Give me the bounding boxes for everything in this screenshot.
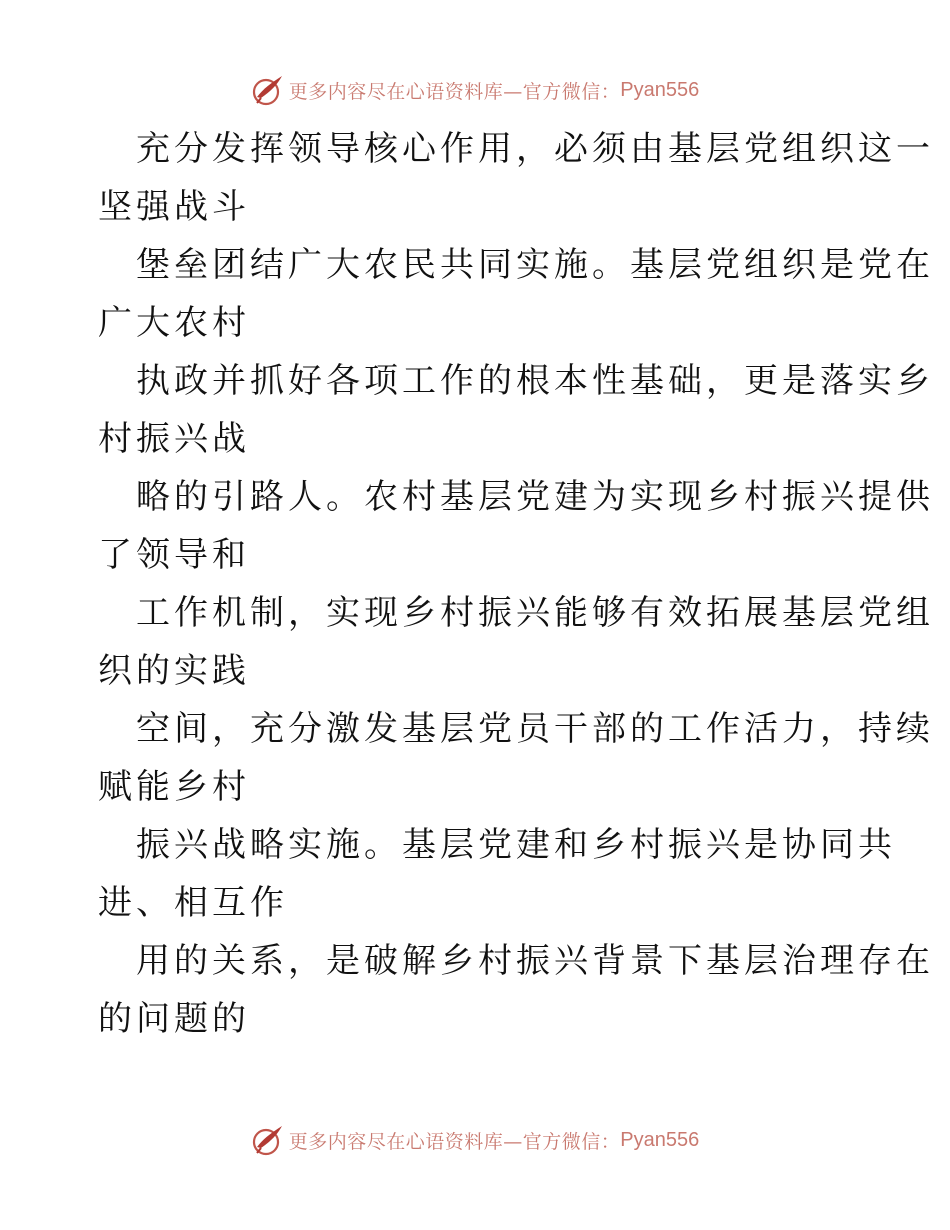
watermark-wechat-id: Pyan556 [620,1128,700,1151]
text-line: 执政并抓好各项工作的根本性基础，更是落实乡 [136,361,934,401]
text-line: 充分发挥领导核心作用，必须由基层党组织这一 [136,129,934,169]
header-watermark [0,70,950,110]
watermark-text: 更多内容尽在心语资料库—官方微信： [288,80,621,103]
text-line: 振兴战略实施。基层党建和乡村振兴是协同共 [136,825,896,865]
text-line: 的问题的 [98,999,250,1039]
watermark-text: 更多内容尽在心语资料库—官方微信： [288,1130,621,1153]
text-line: 了领导和 [98,535,250,575]
text-line: 村振兴战 [98,419,250,459]
text-line: 进、相互作 [98,883,288,923]
text-line: 用的关系，是破解乡村振兴背景下基层治理存在 [136,941,934,981]
text-line: 空间，充分激发基层党员干部的工作活力，持续 [136,709,934,749]
text-line: 坚强战斗 [98,187,250,227]
footer-watermark [0,1120,950,1160]
text-line: 赋能乡村 [98,767,250,807]
quill-logo-icon [251,1123,285,1157]
text-line: 织的实践 [98,651,250,691]
text-line: 工作机制，实现乡村振兴能够有效拓展基层党组 [136,593,934,633]
text-line: 略的引路人。农村基层党建为实现乡村振兴提供 [136,477,934,517]
text-line: 堡垒团结广大农民共同实施。基层党组织是党在 [136,245,934,285]
document-body [98,120,934,1048]
quill-logo-icon [251,73,285,107]
text-line: 广大农村 [98,303,250,343]
watermark-wechat-id: Pyan556 [620,78,700,101]
